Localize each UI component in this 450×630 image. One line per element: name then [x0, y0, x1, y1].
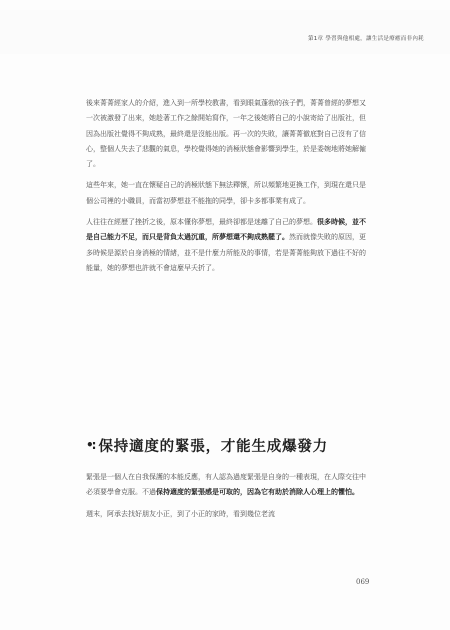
text-run: 這些年來，她一直在懷疑自己的消極狀態下無法釋懷，所以頻繁地更換工作，到現在還只是個公司裡的小職員，而當初夢想並不能拖的同學，卻卡多都事業有成了。 — [86, 181, 366, 205]
text-run: 後來菁菁經家人的介紹，進入到一所學校教書，看到眼氣蓬勃的孩子們，菁菁曾經的夢想又一次被激發了出來，她趁著工作之餘開始寫作，一年之後她將自己的小說寄給了出版社，但因為出版社覺得不夠成熟，最終還是沒能出版。再一次的失敗，讓菁菁徹底對自己沒有了信心，整個人失去了悲觀的氣息，學校覺得她的消極狀態會影響到學生，於是委婉地將她解僱了。 — [86, 99, 366, 169]
text-run: 緊張是一個人在自我保護的本能反應，有人認為過度緊張是自身的一種表現，在人際交往中必須要學會克服。不過 — [86, 473, 366, 497]
paragraph — [86, 96, 368, 172]
page-number: 069 — [356, 578, 370, 586]
text-run: 週末，阿承去找好朋友小正，到了小正的家時，看到幾位老流 — [86, 509, 275, 518]
text-run: 然而就像失敗的原因，更多時候是源於自身消極的情緒，並不是什麼力所能及的事情，若是菁菁能夠放下過往不好的能量，她的夢想也許就不會這麼早夭折了。 — [86, 233, 366, 272]
bold-text-run: 很多時候，並不是自己能力不足，而只是背負太過沉重，所夢想還不夠成熟罷了。 — [86, 218, 366, 242]
running-head: 第1章 學習與他相處，讓生活是療癒而非內耗 — [307, 36, 424, 42]
section-heading — [86, 432, 386, 458]
paragraph — [86, 178, 368, 209]
text-run: 人往往在經歷了挫折之後，原本懂你夢想，最終卻都是迷離了自己的夢想。 — [86, 218, 317, 227]
section-1-body — [86, 96, 368, 282]
heading-bullet-icon: •: — [86, 438, 95, 452]
section-2-body — [86, 470, 368, 528]
paragraph — [86, 507, 368, 522]
paragraph — [86, 470, 368, 501]
paragraph — [86, 215, 368, 276]
page-header — [0, 10, 450, 54]
section-heading-text: 保持適度的緊張，才能生成爆發力 — [98, 438, 328, 455]
bold-text-run: 保持適度的緊張感是可取的，因為它有助於消除人心理上的懼怕。 — [156, 488, 359, 497]
